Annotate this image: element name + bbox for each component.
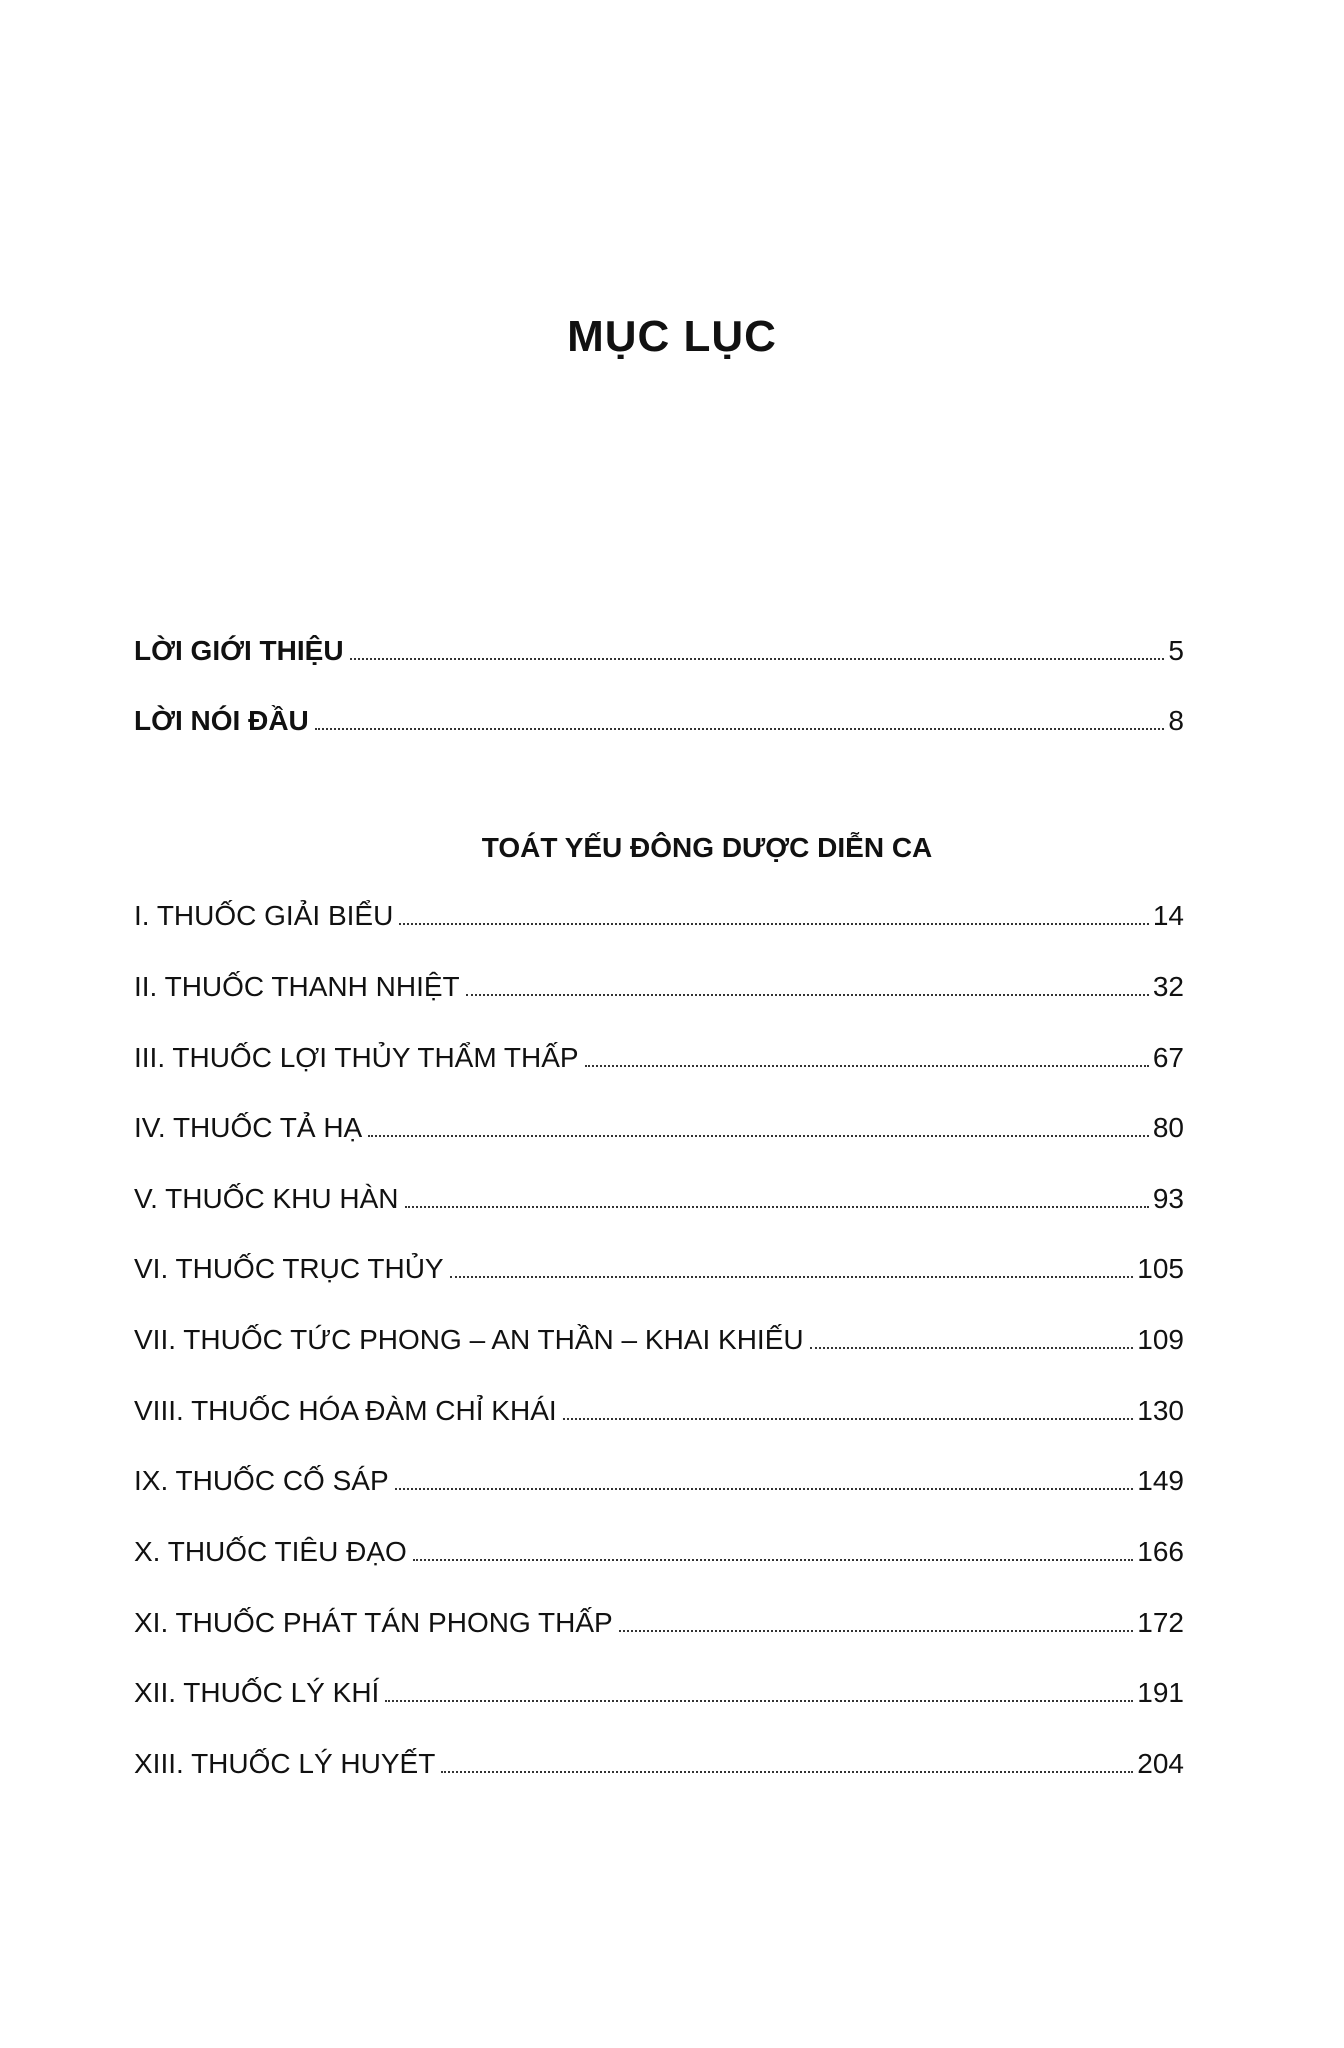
toc-entry-page: 93 bbox=[1152, 1183, 1184, 1214]
dot-leader bbox=[399, 922, 1149, 925]
toc-entry-label: IX. THUỐC CỐ SÁP bbox=[134, 1465, 389, 1496]
dot-leader bbox=[619, 1629, 1134, 1632]
toc-entry-label: LỜI GIỚI THIỆU bbox=[134, 635, 344, 666]
dot-leader bbox=[466, 993, 1149, 996]
toc-entry bbox=[134, 893, 1184, 933]
section-heading: TOÁT YẾU ĐÔNG DƯỢC DIỄN CA bbox=[481, 832, 933, 863]
dot-leader bbox=[315, 727, 1165, 730]
toc-entry-label: XI. THUỐC PHÁT TÁN PHONG THẤP bbox=[134, 1607, 613, 1638]
dot-leader bbox=[810, 1346, 1134, 1349]
dot-leader bbox=[563, 1417, 1134, 1420]
toc-entry-label: LỜI NÓI ĐẦU bbox=[134, 705, 309, 736]
toc-entry bbox=[134, 1317, 1184, 1357]
dot-leader bbox=[413, 1558, 1134, 1561]
page-title: MỤC LỤC bbox=[567, 312, 777, 361]
toc-entry-label: IV. THUỐC TẢ HẠ bbox=[134, 1112, 363, 1143]
toc-entry-page: 149 bbox=[1137, 1465, 1184, 1496]
toc-entry-label: II. THUỐC THANH NHIỆT bbox=[134, 971, 460, 1002]
toc-entry-loi-gioi-thieu bbox=[134, 628, 1184, 668]
toc-entry-page: 105 bbox=[1137, 1253, 1184, 1284]
toc-entry-page: 5 bbox=[1168, 635, 1184, 666]
toc-entry bbox=[134, 1035, 1184, 1075]
dot-leader bbox=[585, 1064, 1149, 1067]
toc-entry bbox=[134, 1458, 1184, 1498]
toc-entry-page: 32 bbox=[1152, 971, 1184, 1002]
toc-entry-label: VI. THUỐC TRỤC THỦY bbox=[134, 1253, 444, 1284]
toc-entry-page: 14 bbox=[1152, 900, 1184, 931]
toc-entry-page: 67 bbox=[1152, 1042, 1184, 1073]
toc-entry-page: 80 bbox=[1152, 1112, 1184, 1143]
dot-leader bbox=[450, 1275, 1134, 1278]
dot-leader bbox=[405, 1205, 1149, 1208]
toc-entry-page: 8 bbox=[1168, 705, 1184, 736]
toc-entry bbox=[134, 1529, 1184, 1569]
toc-entry bbox=[134, 1388, 1184, 1428]
toc-entry-page: 191 bbox=[1137, 1677, 1184, 1708]
dot-leader bbox=[441, 1770, 1133, 1773]
toc-entry bbox=[134, 964, 1184, 1004]
dot-leader bbox=[368, 1134, 1149, 1137]
toc-entry-loi-noi-dau bbox=[134, 698, 1184, 738]
toc-entry-label: III. THUỐC LỢI THỦY THẨM THẤP bbox=[134, 1042, 579, 1073]
toc-entry-page: 172 bbox=[1137, 1607, 1184, 1638]
dot-leader bbox=[385, 1699, 1133, 1702]
toc-entry bbox=[134, 1246, 1184, 1286]
toc-entry-page: 166 bbox=[1137, 1536, 1184, 1567]
toc-entry bbox=[134, 1600, 1184, 1640]
toc-entry bbox=[134, 1176, 1184, 1216]
toc-entry-label: VII. THUỐC TỨC PHONG – AN THẦN – KHAI KHIẾU bbox=[134, 1324, 804, 1355]
toc-entry-label: XIII. THUỐC LÝ HUYẾT bbox=[134, 1748, 436, 1779]
dot-leader bbox=[395, 1487, 1134, 1490]
toc-entry-label: VIII. THUỐC HÓA ĐÀM CHỈ KHÁI bbox=[134, 1395, 557, 1426]
toc-entry bbox=[134, 1741, 1184, 1781]
toc-entry-page: 130 bbox=[1137, 1395, 1184, 1426]
toc-entry-page: 204 bbox=[1137, 1748, 1184, 1779]
toc-entry-label: XII. THUỐC LÝ KHÍ bbox=[134, 1677, 380, 1708]
dot-leader bbox=[350, 657, 1165, 660]
toc-entry-label: I. THUỐC GIẢI BIỂU bbox=[134, 900, 394, 931]
toc-entry bbox=[134, 1670, 1184, 1710]
toc-entry-page: 109 bbox=[1137, 1324, 1184, 1355]
toc-entry bbox=[134, 1105, 1184, 1145]
toc-entry-label: X. THUỐC TIÊU ĐẠO bbox=[134, 1536, 407, 1567]
toc-entry-label: V. THUỐC KHU HÀN bbox=[134, 1183, 399, 1214]
